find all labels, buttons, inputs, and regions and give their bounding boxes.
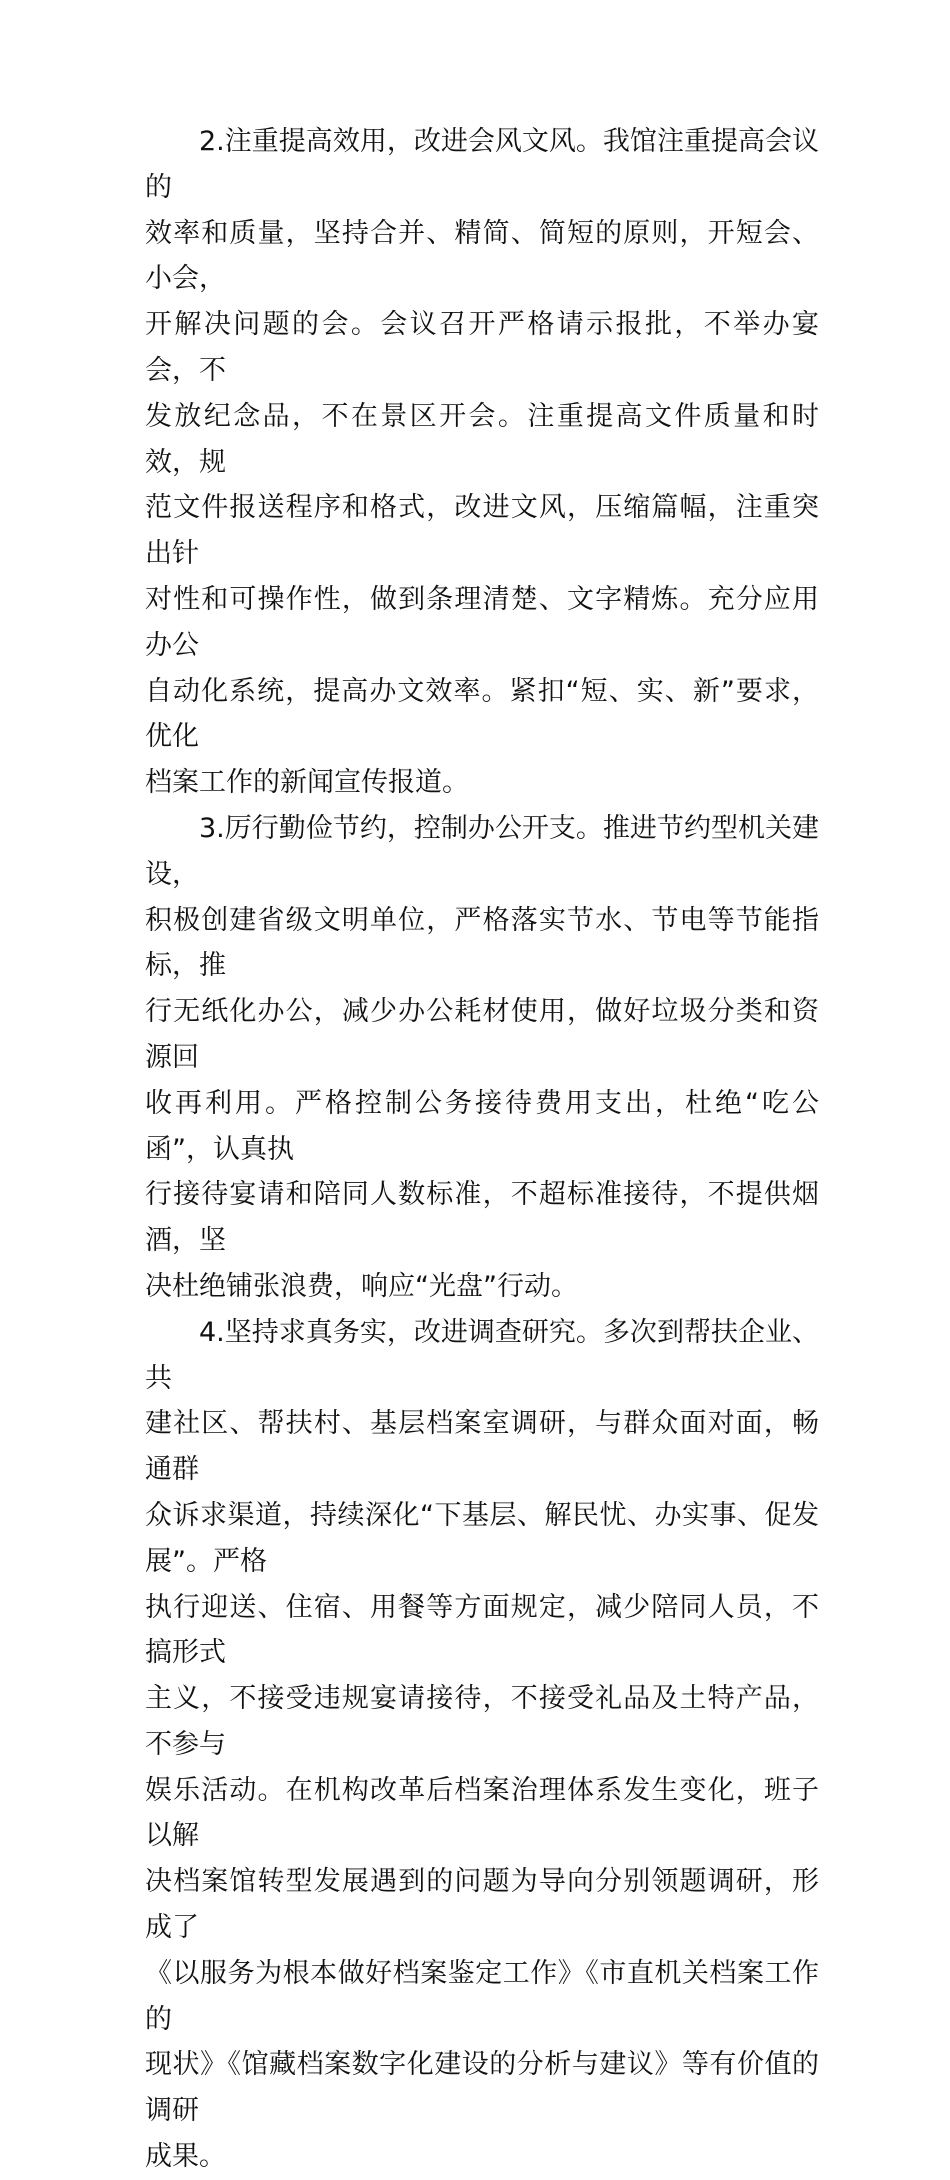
paragraph-3-frugality: 3.厉行勤俭节约，控制办公开支。推进节约型机关建设， 积极创建省级文明单位，严格落实节水、节电等节能指标，推 行无纸化办公，减少办公耗材使用，做好垃圾分类和资源回 收再利用。严格控制公务接待费用支出，杜绝“吃公函”，认真执 行接待宴请和陪同人数标准，不超标准接待，不提供烟酒，坚 决杜绝铺张浪费，响应“光盘”行动。 <box>145 812 819 1302</box>
document-body <box>145 119 819 2180</box>
paragraph-2-meeting-style: 2.注重提高效用，改进会风文风。我馆注重提高会议的 效率和质量，坚持合并、精简、简短的原则，开短会、小会， 开解决问题的会。会议召开严格请示报批，不举办宴会，不 发放纪念品，不在景区开会。注重提高文件质量和时效，规 范文件报送程序和格式，改进文风，压缩篇幅，注重突出针 对性和可操作性，做到条理清楚、文字精炼。充分应用办公 自动化系统，提高办文效率。紧扣“短、实、新”要求，优化 档案工作的新闻宣传报道。 <box>145 126 819 799</box>
paragraph-4-investigation-research: 4.坚持求真务实，改进调查研究。多次到帮扶企业、共 建社区、帮扶村、基层档案室调研，与群众面对面，畅通群 众诉求渠道，持续深化“下基层、解民忧、办实事、促发展”。严格 执行迎送、住宿、用餐等方面规定，减少陪同人员，不搞形式 主义，不接受违规宴请接待，不接受礼品及土特产品，不参与 娱乐活动。在机构改革后档案治理体系发生变化，班子以解 决档案馆转型发展遇到的问题为导向分别领题调研，形成了 《以服务为根本做好档案鉴定工作》《市直机关档案工作的 现状》《馆藏档案数字化建设的分析与建议》等有价值的调研 成果。 <box>145 1316 819 2173</box>
